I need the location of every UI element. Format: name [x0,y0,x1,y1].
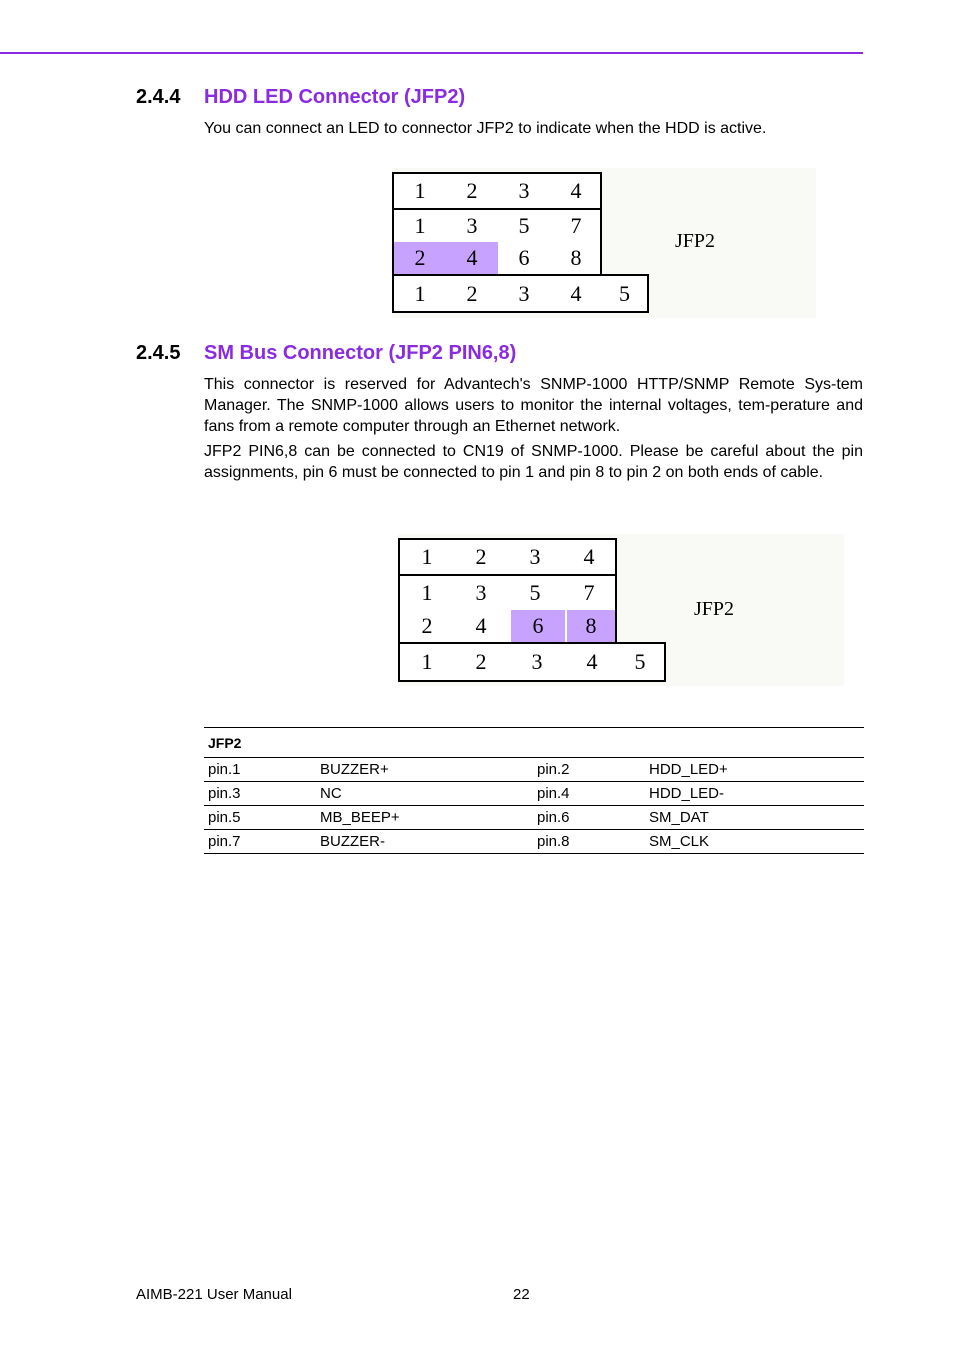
pin-label: 1 [421,649,433,674]
footer-manual-title: AIMB-221 User Manual [136,1286,292,1303]
pin-label: 1 [421,544,433,569]
section-body: You can connect an LED to connector JFP2 to indicate when the HDD is active. [204,120,767,137]
pin-label: 3 [466,213,478,238]
pin-label: 2 [421,613,433,638]
table-cell: BUZZER+ [316,758,533,782]
table-cell: pin.3 [204,782,316,806]
section-body: This connector is reserved for Advantech's SNMP-1000 HTTP/SNMP Remote Sys-tem Manager. The SNMP-1000 allows users to monitor the internal voltages, tem-perature and fans from a remote computer through an Ethernet network. [204,376,863,435]
section-number: 2.4.4 [136,86,181,108]
table-cell: pin.6 [533,806,645,830]
pin-label: 1 [421,580,433,605]
table-cell: pin.7 [204,830,316,854]
table-header: JFP2 [204,728,864,758]
pin-label: 6 [518,245,530,270]
table-cell: SM_DAT [645,806,864,830]
table-row [204,830,864,854]
table-cell: pin.5 [204,806,316,830]
table-cell: pin.4 [533,782,645,806]
header-rule [0,52,863,54]
pin-label: 3 [475,580,487,605]
pin-label: 5 [619,280,630,306]
section-title: SM Bus Connector (JFP2 PIN6,8) [204,342,517,364]
pin-label: 2 [475,544,487,569]
table-cell: pin.2 [533,758,645,782]
table-row [204,806,864,830]
pin-label-highlighted: 8 [567,610,615,642]
table-cell: SM_CLK [645,830,864,854]
table-cell: pin.8 [533,830,645,854]
pin-label: 1 [414,280,426,306]
pin-label: 3 [529,544,541,569]
pin-label: 5 [634,649,646,674]
connector-label: JFP2 [694,598,735,620]
pin-label-highlighted: 6 [511,610,565,642]
pin-label: 1 [414,213,426,238]
pin-label: 4 [583,544,595,569]
section-title: HDD LED Connector (JFP2) [204,86,466,108]
table-header-row [204,728,864,758]
table-cell: pin.1 [204,758,316,782]
pin-label: 2 [475,649,487,674]
pin-label-highlighted: 2 [394,242,446,274]
pin-label: 4 [570,178,582,203]
pin-diagram-hdd-led [392,168,816,318]
pin-label: 7 [583,580,595,605]
pin-label: 4 [570,280,582,306]
pin-label: 4 [475,613,487,638]
pin-label-highlighted: 4 [446,242,498,274]
table-cell: MB_BEEP+ [316,806,533,830]
table-cell: NC [316,782,533,806]
pin-label: 5 [518,213,530,238]
pin-label: 7 [570,213,582,238]
pin-label: 3 [518,178,530,203]
table-cell: HDD_LED+ [645,758,864,782]
pin-label: 2 [466,280,478,306]
connector-label: JFP2 [675,230,716,252]
table-row [204,782,864,806]
table-cell: BUZZER- [316,830,533,854]
pin-label: 5 [529,580,541,605]
page-number: 22 [513,1286,530,1303]
pin-label: 8 [570,245,582,270]
pin-label: 2 [466,178,478,203]
pin-label: 1 [414,178,426,203]
table-row [204,758,864,782]
pin-label: 3 [531,649,543,674]
pin-label: 4 [586,649,598,674]
pin-assignment-table [204,727,864,854]
table-cell: HDD_LED- [645,782,864,806]
section-body: JFP2 PIN6,8 can be connected to CN19 of SNMP-1000. Please be careful about the pin assignments, pin 6 must be connected to pin 1 and pin 8 to pin 2 on both ends of cable. [204,443,863,481]
pin-label: 3 [518,280,530,306]
pin-diagram-sm-bus [398,534,844,686]
section-number: 2.4.5 [136,342,181,364]
